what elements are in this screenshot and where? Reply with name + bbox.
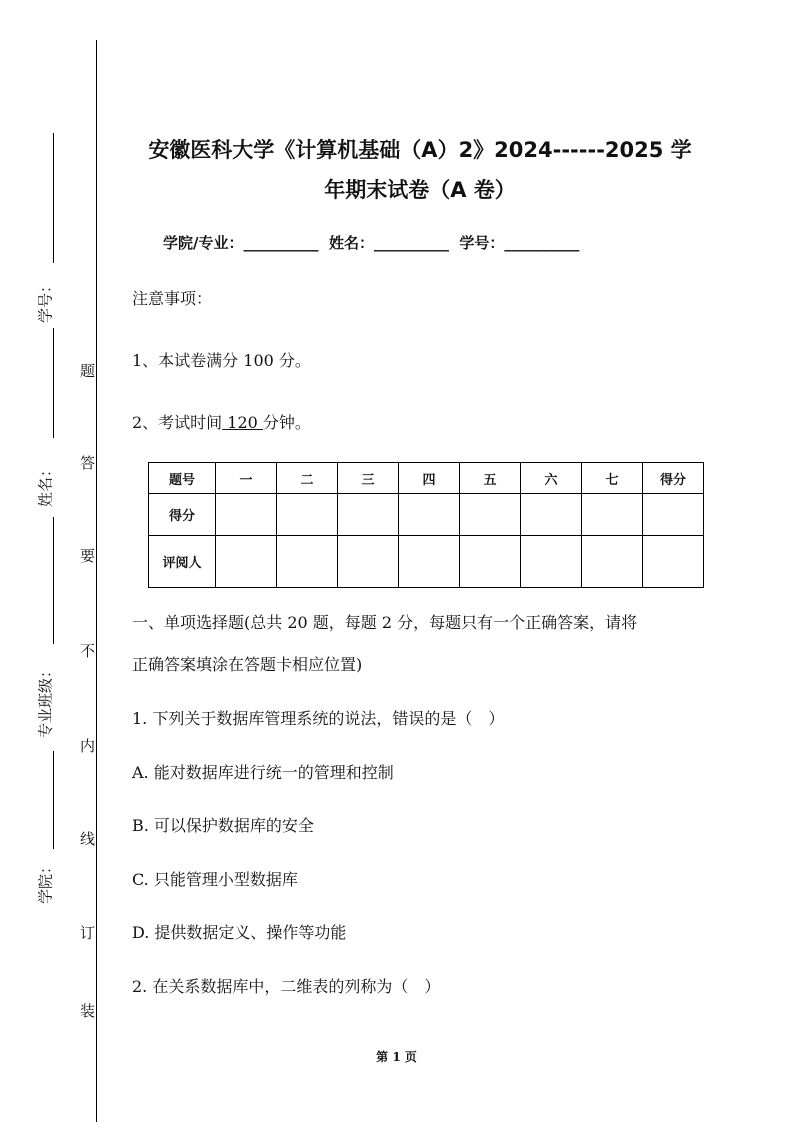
blank-line	[53, 133, 54, 263]
exam-duration: 120	[222, 413, 263, 432]
seal-char: 答	[80, 454, 96, 472]
seal-char: 题	[80, 362, 96, 380]
seal-char: 不	[80, 642, 96, 660]
note-2	[132, 410, 311, 433]
seal-char: 订	[80, 924, 96, 942]
note-1: 1、本试卷满分 100 分。	[132, 351, 311, 370]
table-cell	[582, 494, 643, 536]
table-header: 七	[582, 463, 643, 494]
table-cell	[216, 536, 277, 588]
seal-char: 内	[80, 737, 96, 755]
row-label: 得分	[149, 494, 216, 536]
name-blank[interactable]: __________	[373, 234, 449, 252]
blank-line	[53, 751, 54, 849]
table-header: 题号	[149, 463, 216, 494]
seal-char: 装	[80, 1002, 96, 1020]
row-label: 评阅人	[149, 536, 216, 588]
table-cell	[460, 536, 521, 588]
section-1-heading-cont: 正确答案填涂在答题卡相应位置)	[132, 655, 363, 674]
option-c: C. 只能管理小型数据库	[132, 870, 298, 889]
notes-heading: 注意事项：	[132, 289, 213, 308]
table-cell	[338, 494, 399, 536]
seal-char: 线	[80, 830, 96, 848]
table-cell	[216, 494, 277, 536]
question-1: 1. 下列关于数据库管理系统的说法，错误的是（ ）	[132, 709, 505, 728]
page-number: 第 1 页	[376, 1050, 417, 1064]
table-header: 五	[460, 463, 521, 494]
student-id-blank[interactable]: __________	[504, 234, 580, 252]
table-cell	[582, 536, 643, 588]
table-header: 四	[399, 463, 460, 494]
table-cell	[399, 536, 460, 588]
table-cell	[521, 494, 582, 536]
section-1-heading: 一、单项选择题(总共 20 题，每题 2 分，每题只有一个正确答案，请将	[132, 613, 638, 632]
college-label: 学院：	[36, 859, 55, 905]
table-header: 三	[338, 463, 399, 494]
student-id-label: 学号：	[36, 278, 55, 324]
note-2-unit: 分钟。	[262, 413, 311, 432]
table-cell	[277, 494, 338, 536]
note-2-text: 2、考试时间	[132, 413, 223, 432]
table-header: 二	[277, 463, 338, 494]
class-label: 专业班级：	[36, 663, 55, 739]
table-cell	[643, 536, 704, 588]
blank-line	[53, 517, 54, 644]
score-table	[148, 462, 704, 588]
name-label: 姓名：	[36, 462, 55, 508]
table-header: 一	[216, 463, 277, 494]
student-id-label: 学号：	[459, 234, 505, 252]
college-major-blank[interactable]: __________	[243, 234, 319, 252]
student-info	[163, 232, 579, 253]
option-d: D. 提供数据定义、操作等功能	[132, 923, 347, 942]
table-cell	[399, 494, 460, 536]
table-cell	[460, 494, 521, 536]
table-cell	[643, 494, 704, 536]
table-header: 得分	[643, 463, 704, 494]
option-b: B. 可以保护数据库的安全	[132, 816, 314, 835]
blank-line	[53, 328, 54, 438]
table-cell	[338, 536, 399, 588]
option-a: A. 能对数据库进行统一的管理和控制	[132, 763, 394, 782]
binding-line	[96, 40, 97, 1122]
table-header: 六	[521, 463, 582, 494]
table-cell	[277, 536, 338, 588]
table-row	[149, 494, 704, 536]
question-2: 2. 在关系数据库中，二维表的列称为（ ）	[132, 977, 441, 996]
title-line-2: 年期末试卷（A 卷）	[324, 178, 516, 202]
name-label: 姓名：	[328, 234, 374, 252]
college-major-label: 学院/专业：	[163, 234, 244, 252]
table-cell	[521, 536, 582, 588]
title-line-1: 安徽医科大学《计算机基础（A）2》2024------2025 学	[148, 138, 692, 162]
seal-char: 要	[80, 547, 96, 565]
table-row	[149, 536, 704, 588]
